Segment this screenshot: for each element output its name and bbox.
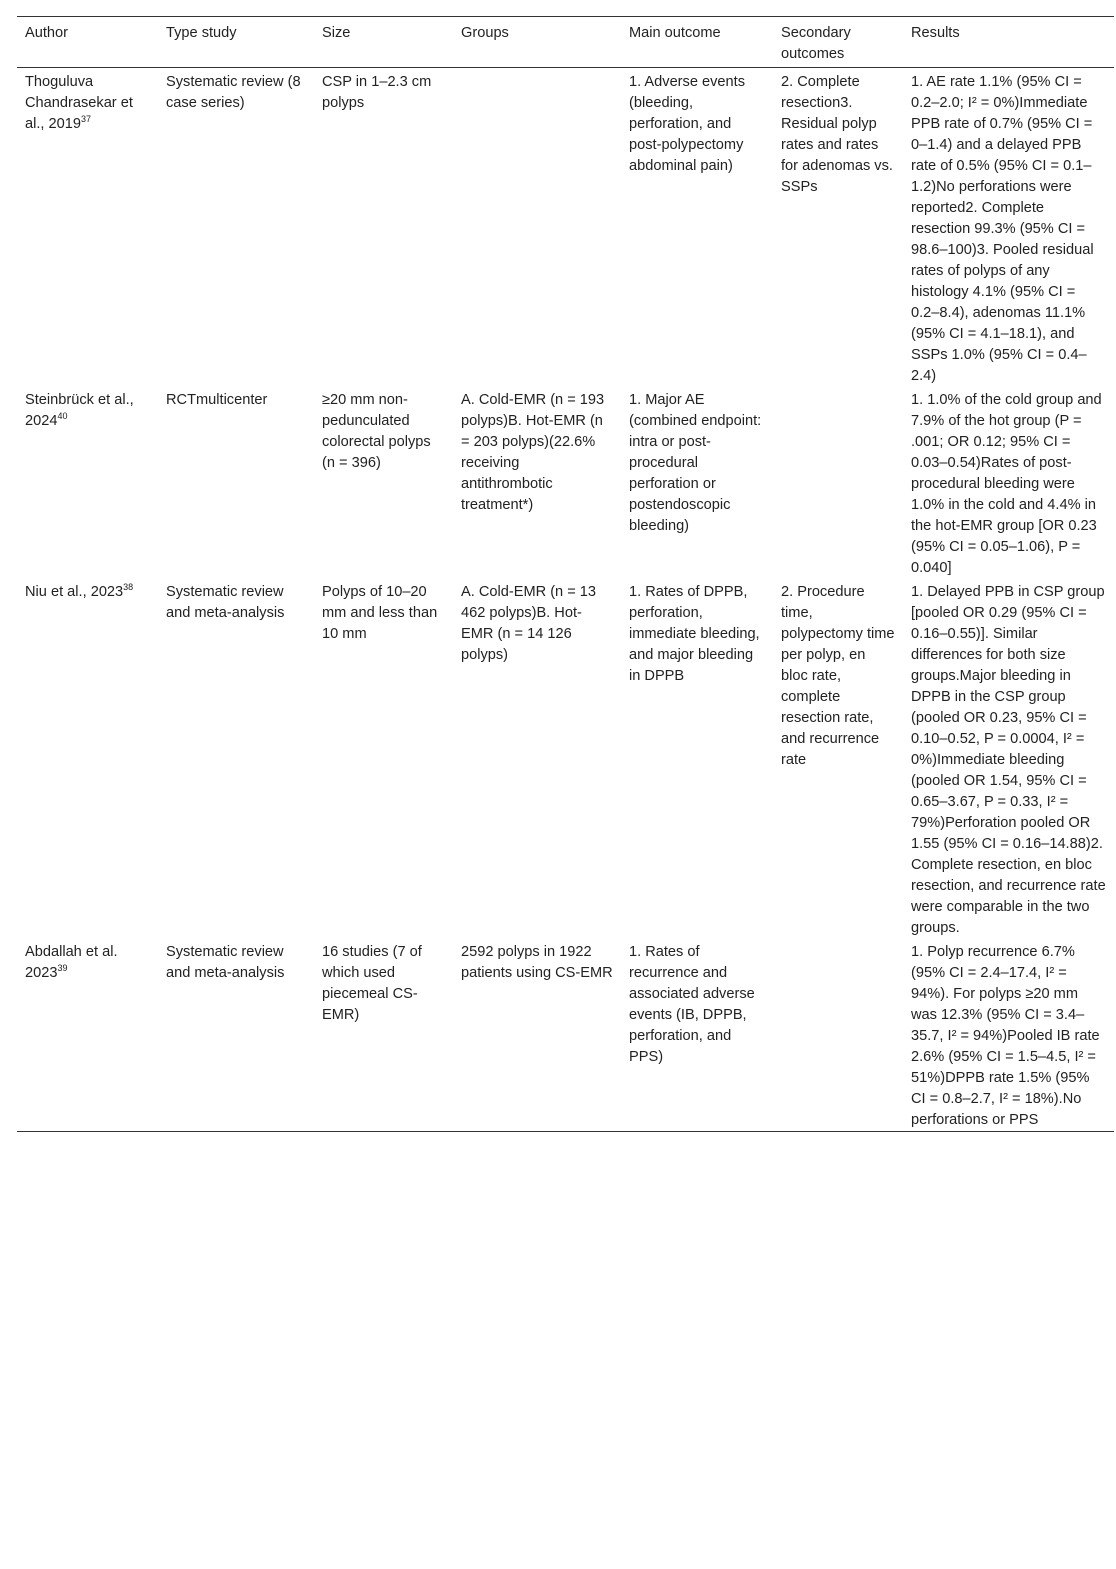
- size-cell: ≥20 mm non-pedunculated colorectal polyps (n = 396): [322, 392, 431, 471]
- results-cell: 1. AE rate 1.1% (95% CI = 0.2–2.0; I² = 0%)Immediate PPB rate of 0.7% (95% CI = 0–1.4) and a delayed PPB rate of 0.5% (95% CI = 0.1–1.2)No perforations were reported2. Complete resection 99.3% (95% CI = 98.6–100)3. Pooled residual rates of polyps of any histology 4.1% (95% CI = 0.2–8.4), adenomas 11.1% (95% CI = 4.1–18.1), and SSPs 1.0% (95% CI = 0.4–2.4): [911, 74, 1094, 384]
- header-groups: Groups: [461, 25, 509, 41]
- main-outcome-cell: 1. Adverse events (bleeding, perforation, and post-polypectomy abdominal pain): [629, 74, 746, 174]
- author-cell: [17, 579, 158, 939]
- header-row: [17, 17, 1114, 68]
- author-name: Niu et al., 2023: [25, 584, 124, 600]
- results-cell: 1. Delayed PPB in CSP group [pooled OR 0.29 (95% CI = 0.16–0.55)]. Similar differences for both size groups.Major bleeding in DPPB in the CSP group (pooled OR 0.23, 95% CI = 0.10–0.52, P = 0.0004, I² = 0%)Immediate bleeding (pooled OR 1.54, 95% CI = 0.65–3.67, P = 0.33, I² = 79%)Perforation pooled OR 1.55 (95% CI = 0.16–14.88)2. Complete resection, en bloc resection, and recurrence rate were comparable in the two groups.: [911, 584, 1106, 936]
- groups-cell: [453, 68, 621, 388]
- size-cell: CSP in 1–2.3 cm polyps: [322, 74, 432, 111]
- size-cell: Polyps of 10–20 mm and less than 10 mm: [322, 584, 438, 642]
- table-header: [17, 17, 1114, 68]
- type-study-cell: RCTmulticenter: [166, 392, 268, 408]
- table-body: [17, 68, 1114, 1132]
- type-study-cell: Systematic review and meta-analysis: [166, 584, 285, 621]
- author-name: Abdallah et al. 2023: [25, 944, 118, 981]
- main-outcome-cell: 1. Rates of DPPB, perforation, immediate bleeding, and major bleeding in DPPB: [629, 584, 760, 684]
- secondary-outcomes-cell: 2. Procedure time, polypectomy time per polyp, en bloc rate, complete resection rate, and recurrence rate: [781, 584, 895, 768]
- groups-cell: A. Cold-EMR (n = 193 polyps)B. Hot-EMR (n = 203 polyps)(22.6% receiving antithrombotic treatment*): [461, 392, 605, 513]
- reference-number: 40: [57, 411, 68, 422]
- secondary-outcomes-cell: [773, 387, 903, 579]
- secondary-outcomes-cell: [773, 939, 903, 1132]
- results-cell: 1. Polyp recurrence 6.7% (95% CI = 2.4–17.4, I² = 94%). For polyps ≥20 mm was 12.3% (95% CI = 3.4–35.7, I² = 94%)Pooled IB rate 2.6% (95% CI = 1.5–4.5, I² = 51%)DPPB rate 1.5% (95% CI = 0.8–2.7, I² = 18%).No perforations or PPS: [911, 944, 1100, 1128]
- reference-number: 39: [57, 963, 68, 974]
- type-study-cell: Systematic review and meta-analysis: [166, 944, 285, 981]
- type-study-cell: Systematic review (8 case series): [166, 74, 301, 111]
- author-cell: [17, 387, 158, 579]
- groups-cell: A. Cold-EMR (n = 13 462 polyps)B. Hot-EMR (n = 14 126 polyps): [461, 584, 597, 663]
- table-row: [17, 387, 1114, 579]
- groups-cell: 2592 polyps in 1922 patients using CS-EMR: [461, 944, 613, 981]
- size-cell: 16 studies (7 of which used piecemeal CS-EMR): [322, 944, 422, 1023]
- header-secondary-outcomes: Secondary outcomes: [781, 25, 851, 62]
- author-name: Steinbrück et al., 2024: [25, 392, 134, 429]
- header-results: Results: [911, 25, 960, 41]
- author-cell: [17, 939, 158, 1132]
- table-row: [17, 68, 1114, 388]
- evidence-table: [17, 16, 1114, 1132]
- header-main-outcome: Main outcome: [629, 25, 721, 41]
- author-name: Thoguluva Chandrasekar et al., 2019: [25, 74, 133, 132]
- results-cell: 1. 1.0% of the cold group and 7.9% of the hot group (P = .001; OR 0.12; 95% CI = 0.03–0.54)Rates of post-procedural bleeding were 1.0% in the cold and 4.4% in the hot-EMR group [OR 0.23 (95% CI = 0.05–1.06), P = 0.040]: [911, 392, 1102, 576]
- table-row: [17, 579, 1114, 939]
- reference-number: 38: [123, 582, 134, 593]
- main-outcome-cell: 1. Rates of recurrence and associated adverse events (IB, DPPB, perforation, and PPS): [629, 944, 755, 1065]
- header-size: Size: [322, 25, 351, 41]
- secondary-outcomes-cell: 2. Complete resection3. Residual polyp rates and rates for adenomas vs. SSPs: [781, 74, 893, 195]
- table-row: [17, 939, 1114, 1132]
- header-author: Author: [25, 25, 68, 41]
- reference-number: 37: [81, 114, 92, 125]
- header-type-study: Type study: [166, 25, 237, 41]
- author-cell: [17, 68, 158, 388]
- main-outcome-cell: 1. Major AE (combined endpoint: intra or post-procedural perforation or postendoscopic bleeding): [629, 392, 762, 534]
